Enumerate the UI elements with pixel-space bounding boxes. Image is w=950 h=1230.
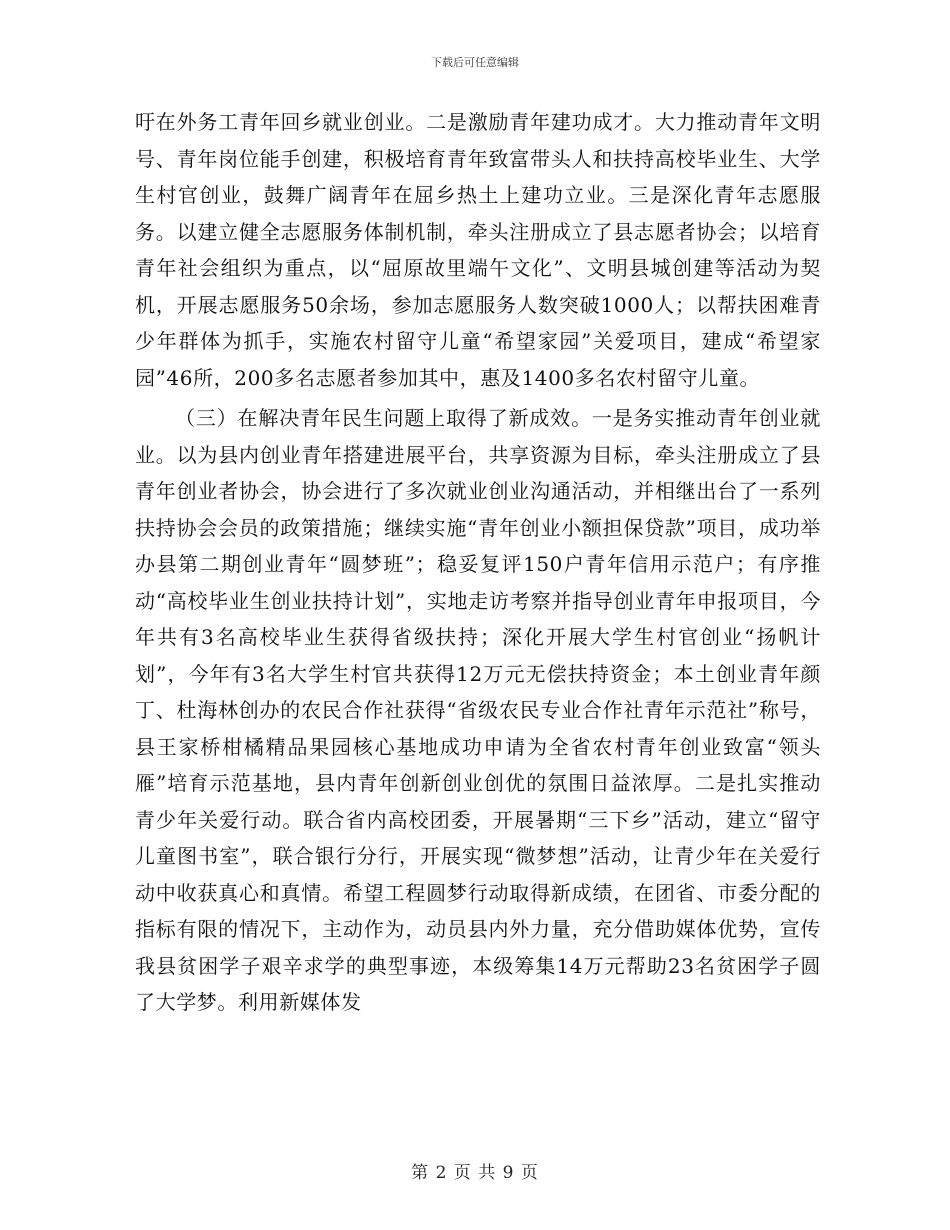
paragraph-2: （三）在解决青年民生问题上取得了新成效。一是务实推动青年创业就业。以为县内创业青年搭建进展平台，共享资源为目标，牵头注册成立了县青年创业者协会，协会进行了多次就业创业沟通活动，并相继出台了一系列扶持协会会员的政策措施；继续实施“青年创业小额担保贷款”项目，成功举办县第二期创业青年“圆梦班”；稳妥复评150户青年信用示范户；有序推动“高校毕业生创业扶持计划”，实地走访考察并指导创业青年申报项目，今年共有3名高校毕业生获得省级扶持；深化开展大学生村官创业“扬帆计划”，今年有3名大学生村官共获得12万元无偿扶持资金；本土创业青年颜丁、杜海林创办的农民合作社获得“省级农民专业合作社青年示范社”称号，县王家桥柑橘精品果园核心基地成功申请为全省农村青年创业致富“领头雁”培育示范基地，县内青年创新创业创优的氛围日益浓厚。二是扎实推动青少年关爱行动。联合省内高校团委，开展暑期“三下乡”活动，建立“留守儿童图书室”，联合银行分行，开展实现“微梦想”活动，让青少年在关爱行动中收获真心和真情。希望工程圆梦行动取得新成绩，在团省、市委分配的指标有限的情况下，主动作为，动员县内外力量，充分借助媒体优势，宣传我县贫困学子艰辛求学的典型事迹，本级筹集14万元帮助23名贫困学子圆了大学梦。利用新媒体发 — [135, 406, 821, 1014]
page-footer — [0, 1158, 950, 1183]
paragraph-1: 吁在外务工青年回乡就业创业。二是激励青年建功成才。大力推动青年文明号、青年岗位能手创建，积极培育青年致富带头人和扶持高校毕业生、大学生村官创业，鼓舞广阔青年在屈乡热土上建功立业。三是深化青年志愿服务。以建立健全志愿服务体制机制，牵头注册成立了县志愿者协会；以培育青年社会组织为重点，以“屈原故里端午文化”、文明县城创建等活动为契机，开展志愿服务50余场，参加志愿服务人数突破1000人；以帮扶困难青少年群体为抓手，实施农村留守儿童“希望家园”关爱项目，建成“希望家园”46所，200多名志愿者参加其中，惠及1400多名农村留守儿童。 — [135, 110, 821, 390]
page-header — [0, 54, 950, 70]
document-body — [135, 104, 821, 1021]
page-number: 第 2 页 共 9 页 — [411, 1163, 539, 1183]
header-text: 下载后可任意编辑 — [431, 56, 519, 69]
